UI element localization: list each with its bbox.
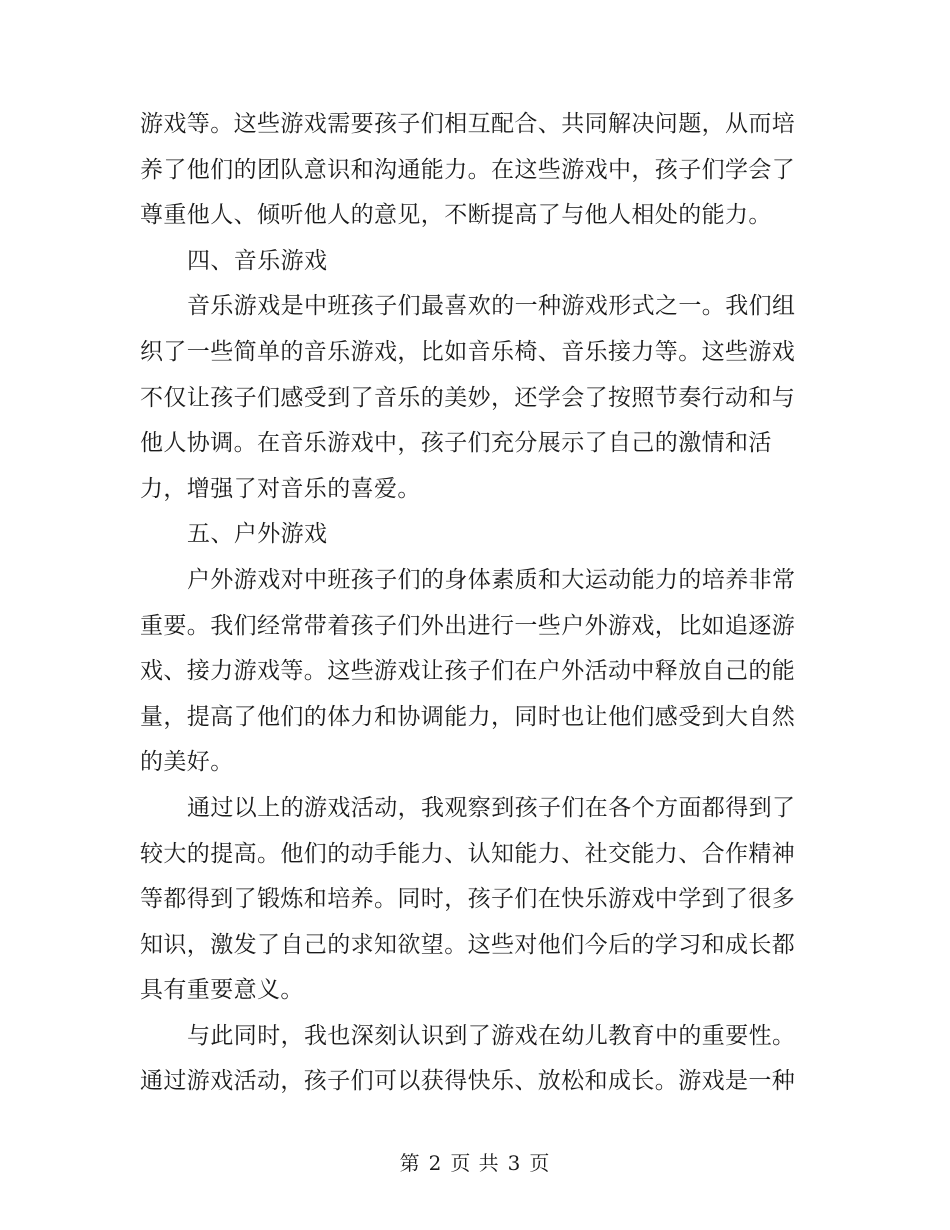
text-line: 户外游戏对中班孩子们的身体素质和大运动能力的培养非常 — [187, 566, 796, 593]
page-suffix: 页 — [529, 1151, 551, 1175]
text-line: 织了一些简单的音乐游戏，比如音乐椅、音乐接力等。这些游戏 — [140, 338, 796, 365]
page-footer — [0, 1147, 950, 1176]
text-line: 通过游戏活动，孩子们可以获得快乐、放松和成长。游戏是一种 — [140, 1068, 796, 1095]
document-body — [140, 102, 800, 1105]
text-line: 重要。我们经常带着孩子们外出进行一些户外游戏，比如追逐游 — [140, 612, 796, 639]
page-number: 2 — [428, 1151, 443, 1175]
text-line: 与此同时，我也深刻认识到了游戏在幼儿教育中的重要性。 — [187, 1022, 796, 1049]
page-total: 3 — [507, 1151, 522, 1175]
text-line: 尊重他人、倾听他人的意见，不断提高了与他人相处的能力。 — [140, 202, 772, 229]
text-line: 力，增强了对音乐的喜爱。 — [140, 475, 421, 502]
text-line: 他人协调。在音乐游戏中，孩子们充分展示了自己的激情和活 — [140, 430, 772, 457]
page-mid: 页 共 — [450, 1151, 500, 1175]
text-line: 不仅让孩子们感受到了音乐的美妙，还学会了按照节奏行动和与 — [140, 384, 796, 411]
text-line: 养了他们的团队意识和沟通能力。在这些游戏中，孩子们学会了 — [140, 156, 796, 183]
text-line: 音乐游戏是中班孩子们最喜欢的一种游戏形式之一。我们组 — [187, 293, 796, 320]
section-heading-outdoor-games: 五、户外游戏 — [187, 521, 328, 548]
text-line: 游戏等。这些游戏需要孩子们相互配合、共同解决问题，从而培 — [140, 111, 796, 137]
text-line: 戏、接力游戏等。这些游戏让孩子们在户外活动中释放自己的能 — [140, 658, 796, 685]
text-line: 量，提高了他们的体力和协调能力，同时也让他们感受到大自然 — [140, 703, 796, 730]
text-line: 知识，激发了自己的求知欲望。这些对他们今后的学习和成长都 — [140, 931, 796, 958]
text-line: 的美好。 — [140, 749, 234, 776]
text-line: 较大的提高。他们的动手能力、认知能力、社交能力、合作精神 — [140, 840, 796, 867]
page-prefix: 第 — [399, 1151, 421, 1175]
text-line: 等都得到了锻炼和培养。同时，孩子们在快乐游戏中学到了很多 — [140, 886, 796, 913]
text-line: 具有重要意义。 — [140, 977, 304, 1004]
section-heading-music-games: 四、音乐游戏 — [187, 247, 328, 274]
text-line: 通过以上的游戏活动，我观察到孩子们在各个方面都得到了 — [187, 794, 796, 821]
